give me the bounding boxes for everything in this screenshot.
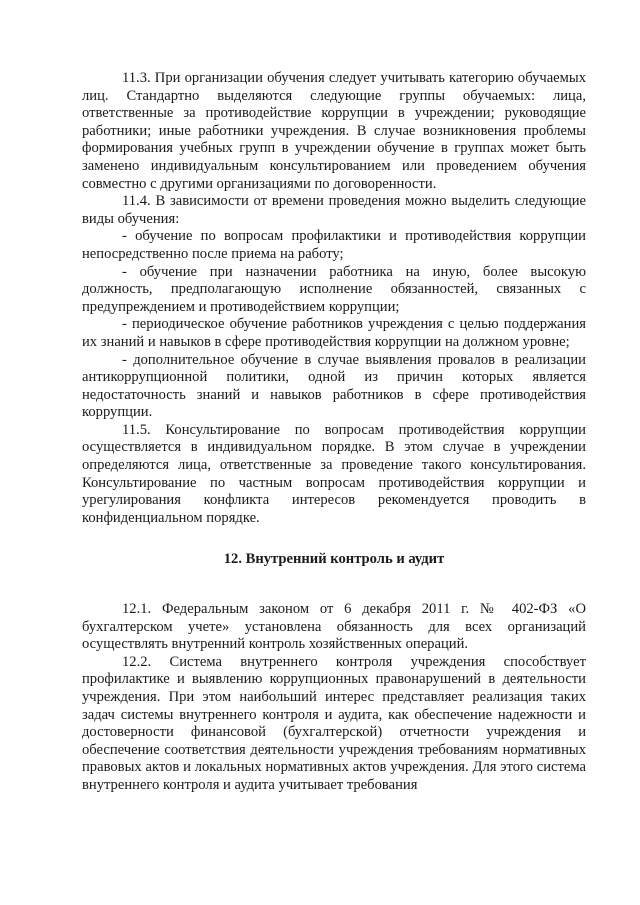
list-item-promotion: - обучение при назначении работника на иную, более высокую должность, предполагающую исполнение обязанностей, связанных с предупреждением и противодействием коррупции; xyxy=(82,263,586,315)
paragraph-12-1: 12.1. Федеральным законом от 6 декабря 2011 г. № 402-ФЗ «О бухгалтерском учете» установлена обязанность для всех организаций осуществлять внутренний контроль хозяйственных операций. xyxy=(82,601,586,653)
paragraph-11-5: 11.5. Консультирование по вопросам противодействия коррупции осуществляется в индивидуальном порядке. В этом случае в учреждении определяются лица, ответственные за проведение такого консультирования. Консультирование по частным вопросам противодействия коррупции и урегулирования конфликта интересов рекомендуется проводить в конфиденциальном порядке. xyxy=(82,421,586,526)
list-item-after-hiring: - обучение по вопросам профилактики и противодействия коррупции непосредственно после приема на работу; xyxy=(82,228,586,262)
list-item-periodic: - периодическое обучение работников учреждения с целью поддержания их знаний и навыков в сфере противодействия коррупции на должном уровне; xyxy=(82,316,586,350)
list-item-additional: - дополнительное обучение в случае выявления провалов в реализации антикоррупционной политики, одной из причин которых является недостаточность знаний и навыков работников в сфере противодействия коррупции. xyxy=(82,351,586,421)
paragraph-11-3: 11.3. При организации обучения следует учитывать категорию обучаемых лиц. Стандартно выделяются следующие группы обучаемых: лица, ответственные за противодействие коррупции в учреждении; руководящие работники; иные работники учреждения. В случае возникновения проблемы формирования учебных групп в учреждении обучение в группах может быть заменено индивидуальным консультированием или проведением обучения совместно с другими организациями по договоренности. xyxy=(82,70,586,192)
paragraph-11-4: 11.4. В зависимости от времени проведения можно выделить следующие виды обучения: xyxy=(82,193,586,227)
paragraph-12-2: 12.2. Система внутреннего контроля учреждения способствует профилактике и выявлению коррупционных правонарушений в деятельности учреждения. При этом наибольший интерес представляет реализация таких задач системы внутреннего контроля и аудита, как обеспечение надежности и достоверности финансовой (бухгалтерской) отчетности учреждения и обеспечение соответствия деятельности учреждения требованиям нормативных правовых актов и локальных нормативных актов учреждения. Для этого система внутреннего контроля и аудита учитывает требования xyxy=(82,653,586,793)
section-heading: 12. Внутренний контроль и аудит xyxy=(223,551,445,568)
